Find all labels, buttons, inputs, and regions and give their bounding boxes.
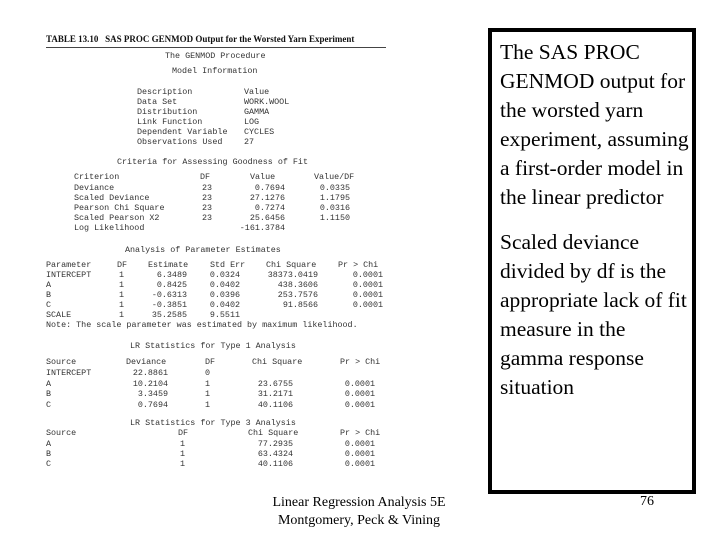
table-cell: 77.2935 — [257, 439, 293, 449]
column-header: Pr > Chi — [338, 260, 379, 270]
table-cell: 0.0324 — [209, 270, 240, 280]
table-cell: 438.3606 — [277, 280, 318, 290]
column-header: Pr > Chi — [340, 428, 381, 438]
table-cell: Scaled Pearson X2 — [74, 213, 160, 223]
section-title: Analysis of Parameter Estimates — [125, 245, 281, 255]
footer-book-title: Linear Regression Analysis 5E — [272, 495, 446, 510]
column-header: Estimate — [148, 260, 189, 270]
table-caption: TABLE 13.10 SAS PROC GENMOD Output for the Worsted Yarn Experiment — [46, 34, 355, 44]
table-cell: 91.8566 — [282, 300, 318, 310]
model-info-label: Data Set — [137, 97, 178, 107]
table-cell: 1 — [204, 389, 210, 399]
column-header: Chi Square — [252, 357, 303, 367]
table-cell: 1 — [118, 310, 124, 320]
table-cell: 1 — [179, 439, 185, 449]
note-output-description: The SAS PROC GENMOD output for the worsted yarn experiment, assuming a first-order model in the linear predictor — [500, 40, 689, 209]
table-cell: 0.0316 — [319, 203, 350, 213]
column-header: DF — [178, 428, 189, 438]
model-info-value: CYCLES — [244, 127, 275, 137]
footer-authors: Montgomery, Peck & Vining — [277, 513, 441, 528]
table-cell: 0.0001 — [344, 399, 375, 410]
table-cell: 0.0001 — [344, 378, 375, 389]
table-cell: 0.0402 — [209, 300, 240, 310]
section-title: Criteria for Assessing Goodness of Fit — [117, 157, 308, 167]
table-cell: 0.0335 — [319, 183, 350, 193]
table-cell: 23 — [201, 193, 212, 203]
column-header: DF — [200, 172, 211, 182]
model-info-value: LOG — [244, 117, 260, 127]
table-cell: 0.7694 — [254, 183, 285, 193]
table-cell: 0.7694 — [137, 399, 168, 410]
column-header: DF — [117, 260, 128, 270]
column-header: Pr > Chi — [340, 357, 381, 367]
table-cell: Scaled Deviance — [74, 193, 150, 203]
table-cell: B — [46, 290, 52, 300]
table-cell: 0.7274 — [254, 203, 285, 213]
column-header: Source — [46, 428, 77, 438]
table-cell: SCALE — [46, 310, 72, 320]
table-cell: 23 — [201, 213, 212, 223]
table-cell: C — [46, 399, 52, 410]
column-header: Chi Square — [248, 428, 299, 438]
page-number: 76 — [640, 494, 654, 509]
model-info-value: WORK.WOOL — [244, 97, 290, 107]
table-cell: 1 — [118, 280, 124, 290]
table-cell: 6.3489 — [156, 270, 187, 280]
table-cell: C — [46, 300, 52, 310]
model-info-value: Value — [244, 87, 270, 97]
table-cell: 0.0001 — [344, 389, 375, 399]
note-scaled-deviance: Scaled deviance divided by df is the appropriate lack of fit measure in the gamma response situation — [500, 230, 687, 399]
table-cell: 1 — [179, 459, 185, 469]
notes-box — [488, 28, 696, 494]
caption-divider — [46, 47, 386, 48]
table-cell: 1 — [118, 290, 124, 300]
table-cell: 0.0001 — [352, 270, 383, 280]
column-header: Chi Square — [266, 260, 317, 270]
table-cell: 0.0001 — [344, 449, 375, 459]
table-cell: Pearson Chi Square — [74, 203, 165, 213]
model-info-label: Link Function — [137, 117, 203, 127]
column-header: Parameter — [46, 260, 92, 270]
table-note: Note: The scale parameter was estimated by maximum likelihood. — [46, 320, 358, 330]
table-cell: 0.0001 — [352, 290, 383, 300]
table-cell: 1 — [118, 270, 124, 280]
table-cell: B — [46, 449, 52, 459]
column-header: Deviance — [126, 357, 167, 367]
column-header: Value/DF — [314, 172, 355, 182]
table-cell: 0 — [204, 368, 210, 378]
column-header: DF — [205, 357, 216, 367]
table-cell: 0.0402 — [209, 280, 240, 290]
table-cell: 1 — [204, 399, 210, 410]
footer-citation — [232, 494, 486, 530]
table-cell: 40.1106 — [257, 399, 293, 410]
column-header: Source — [46, 357, 77, 367]
model-info-label: Distribution — [137, 107, 198, 117]
table-cell: -0.3851 — [151, 300, 187, 310]
table-cell: 25.6456 — [249, 213, 285, 223]
table-cell: 0.0001 — [344, 459, 375, 469]
section-title: Model Information — [172, 66, 258, 76]
table-cell: INTERCEPT — [46, 270, 92, 280]
table-cell: 253.7576 — [277, 290, 318, 300]
table-cell: 1 — [118, 300, 124, 310]
table-cell: 22.8861 — [132, 368, 168, 378]
table-cell: 1.1150 — [319, 213, 350, 223]
model-info-label: Observations Used — [137, 137, 223, 147]
table-cell: 23 — [201, 203, 212, 213]
table-cell: 1 — [204, 378, 210, 389]
procedure-title: The GENMOD Procedure — [165, 51, 266, 61]
model-info-value: 27 — [244, 137, 255, 147]
table-cell: 10.2104 — [132, 378, 168, 389]
table-cell: 0.0001 — [344, 439, 375, 449]
table-cell: -161.3784 — [239, 223, 285, 233]
table-cell: -0.6313 — [151, 290, 187, 300]
table-cell: 35.2585 — [151, 310, 187, 320]
table-cell: A — [46, 378, 52, 389]
section-title: LR Statistics for Type 1 Analysis — [130, 341, 296, 351]
table-cell: 0.0001 — [352, 280, 383, 290]
section-title: LR Statistics for Type 3 Analysis — [130, 418, 296, 428]
table-cell: 0.0396 — [209, 290, 240, 300]
table-cell: 0.0001 — [352, 300, 383, 310]
table-cell: C — [46, 459, 52, 469]
table-cell: 1.1795 — [319, 193, 350, 203]
table-cell: A — [46, 280, 52, 290]
table-cell: 23.6755 — [257, 378, 293, 389]
model-info-label: Description — [137, 87, 193, 97]
table-cell: B — [46, 389, 52, 399]
table-cell: 9.5511 — [209, 310, 240, 320]
table-cell: 3.3459 — [137, 389, 168, 399]
table-cell: 38373.0419 — [267, 270, 318, 280]
table-cell: 1 — [179, 449, 185, 459]
table-cell: 63.4324 — [257, 449, 293, 459]
table-cell: Deviance — [74, 183, 115, 193]
model-info-value: GAMMA — [244, 107, 270, 117]
column-header: Std Err — [210, 260, 246, 270]
table-cell: 23 — [201, 183, 212, 193]
column-header: Value — [250, 172, 276, 182]
table-cell: 27.1276 — [249, 193, 285, 203]
table-cell: Log Likelihood — [74, 223, 145, 233]
table-cell: A — [46, 439, 52, 449]
table-cell: 40.1106 — [257, 459, 293, 469]
sas-output-table — [0, 0, 400, 480]
model-info-label: Dependent Variable — [137, 127, 228, 137]
table-cell: 0.8425 — [156, 280, 187, 290]
column-header: Criterion — [74, 172, 120, 182]
table-cell: INTERCEPT — [46, 368, 92, 378]
table-cell: 31.2171 — [257, 389, 293, 399]
